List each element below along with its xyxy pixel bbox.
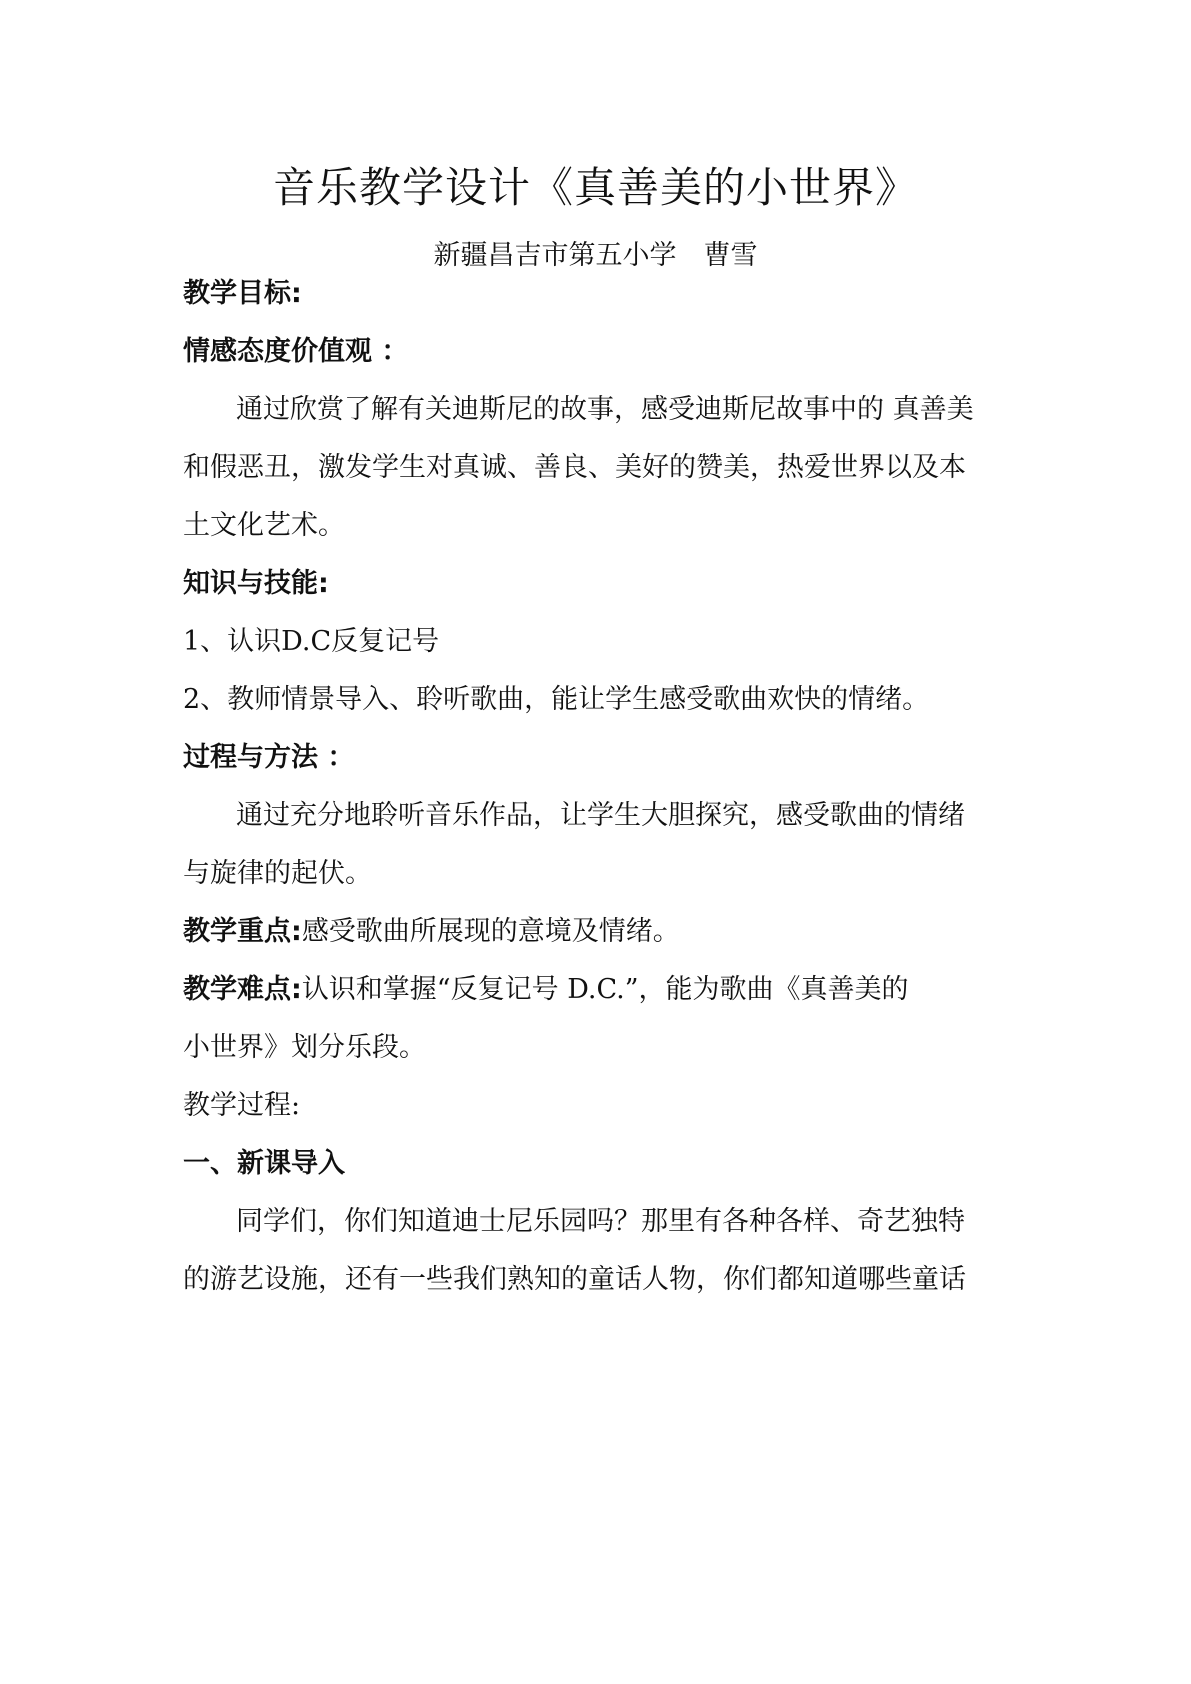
knowledge-item-2: 2、教师情景导入、聆听歌曲，能让学生感受歌曲欢快的情绪。 — [183, 684, 930, 715]
knowledge-heading: 知识与技能: — [183, 568, 329, 599]
process-line-1: 通过充分地聆听音乐作品，让学生大胆探究，感受歌曲的情绪 — [236, 800, 965, 831]
difficulty-text-2: 小世界》划分乐段。 — [183, 1032, 426, 1063]
author-line: 新疆昌吉市第五小学 曹雪 — [433, 240, 758, 271]
difficulty-label: 教学难点: — [183, 974, 302, 1005]
emotion-line-1: 通过欣赏了解有关迪斯尼的故事，感受迪斯尼故事中的 真善美 — [236, 394, 974, 425]
difficulty-line — [183, 970, 1023, 1010]
intro-line-1: 同学们，你们知道迪士尼乐园吗？那里有各种各样、奇艺独特 — [236, 1206, 965, 1237]
objectives-heading: 教学目标: — [183, 278, 302, 309]
emotion-line-3: 土文化艺术。 — [183, 510, 345, 541]
process-heading: 过程与方法 ： — [183, 742, 355, 773]
section-one-heading: 一、新课导入 — [183, 1148, 345, 1179]
intro-line-2: 的游艺设施，还有一些我们熟知的童话人物，你们都知道哪些童话 — [183, 1264, 966, 1295]
difficulty-text-1: 认识和掌握“反复记号 D.C.”，能为歌曲《真善美的 — [301, 974, 909, 1005]
process-line-2: 与旋律的起伏。 — [183, 858, 372, 889]
key-point-text: 感受歌曲所展现的意境及情绪。 — [301, 916, 680, 947]
knowledge-item-1: 1、认识D.C反复记号 — [183, 626, 440, 657]
key-point-label: 教学重点: — [183, 916, 302, 947]
teaching-process-heading: 教学过程: — [183, 1090, 301, 1121]
emotion-heading: 情感态度价值观 ： — [183, 336, 409, 367]
key-point-line — [183, 912, 1023, 952]
emotion-line-2: 和假恶丑，激发学生对真诚、善良、美好的赞美，热爱世界以及本 — [183, 452, 966, 483]
document-title: 音乐教学设计《真善美的小世界》 — [272, 163, 918, 212]
